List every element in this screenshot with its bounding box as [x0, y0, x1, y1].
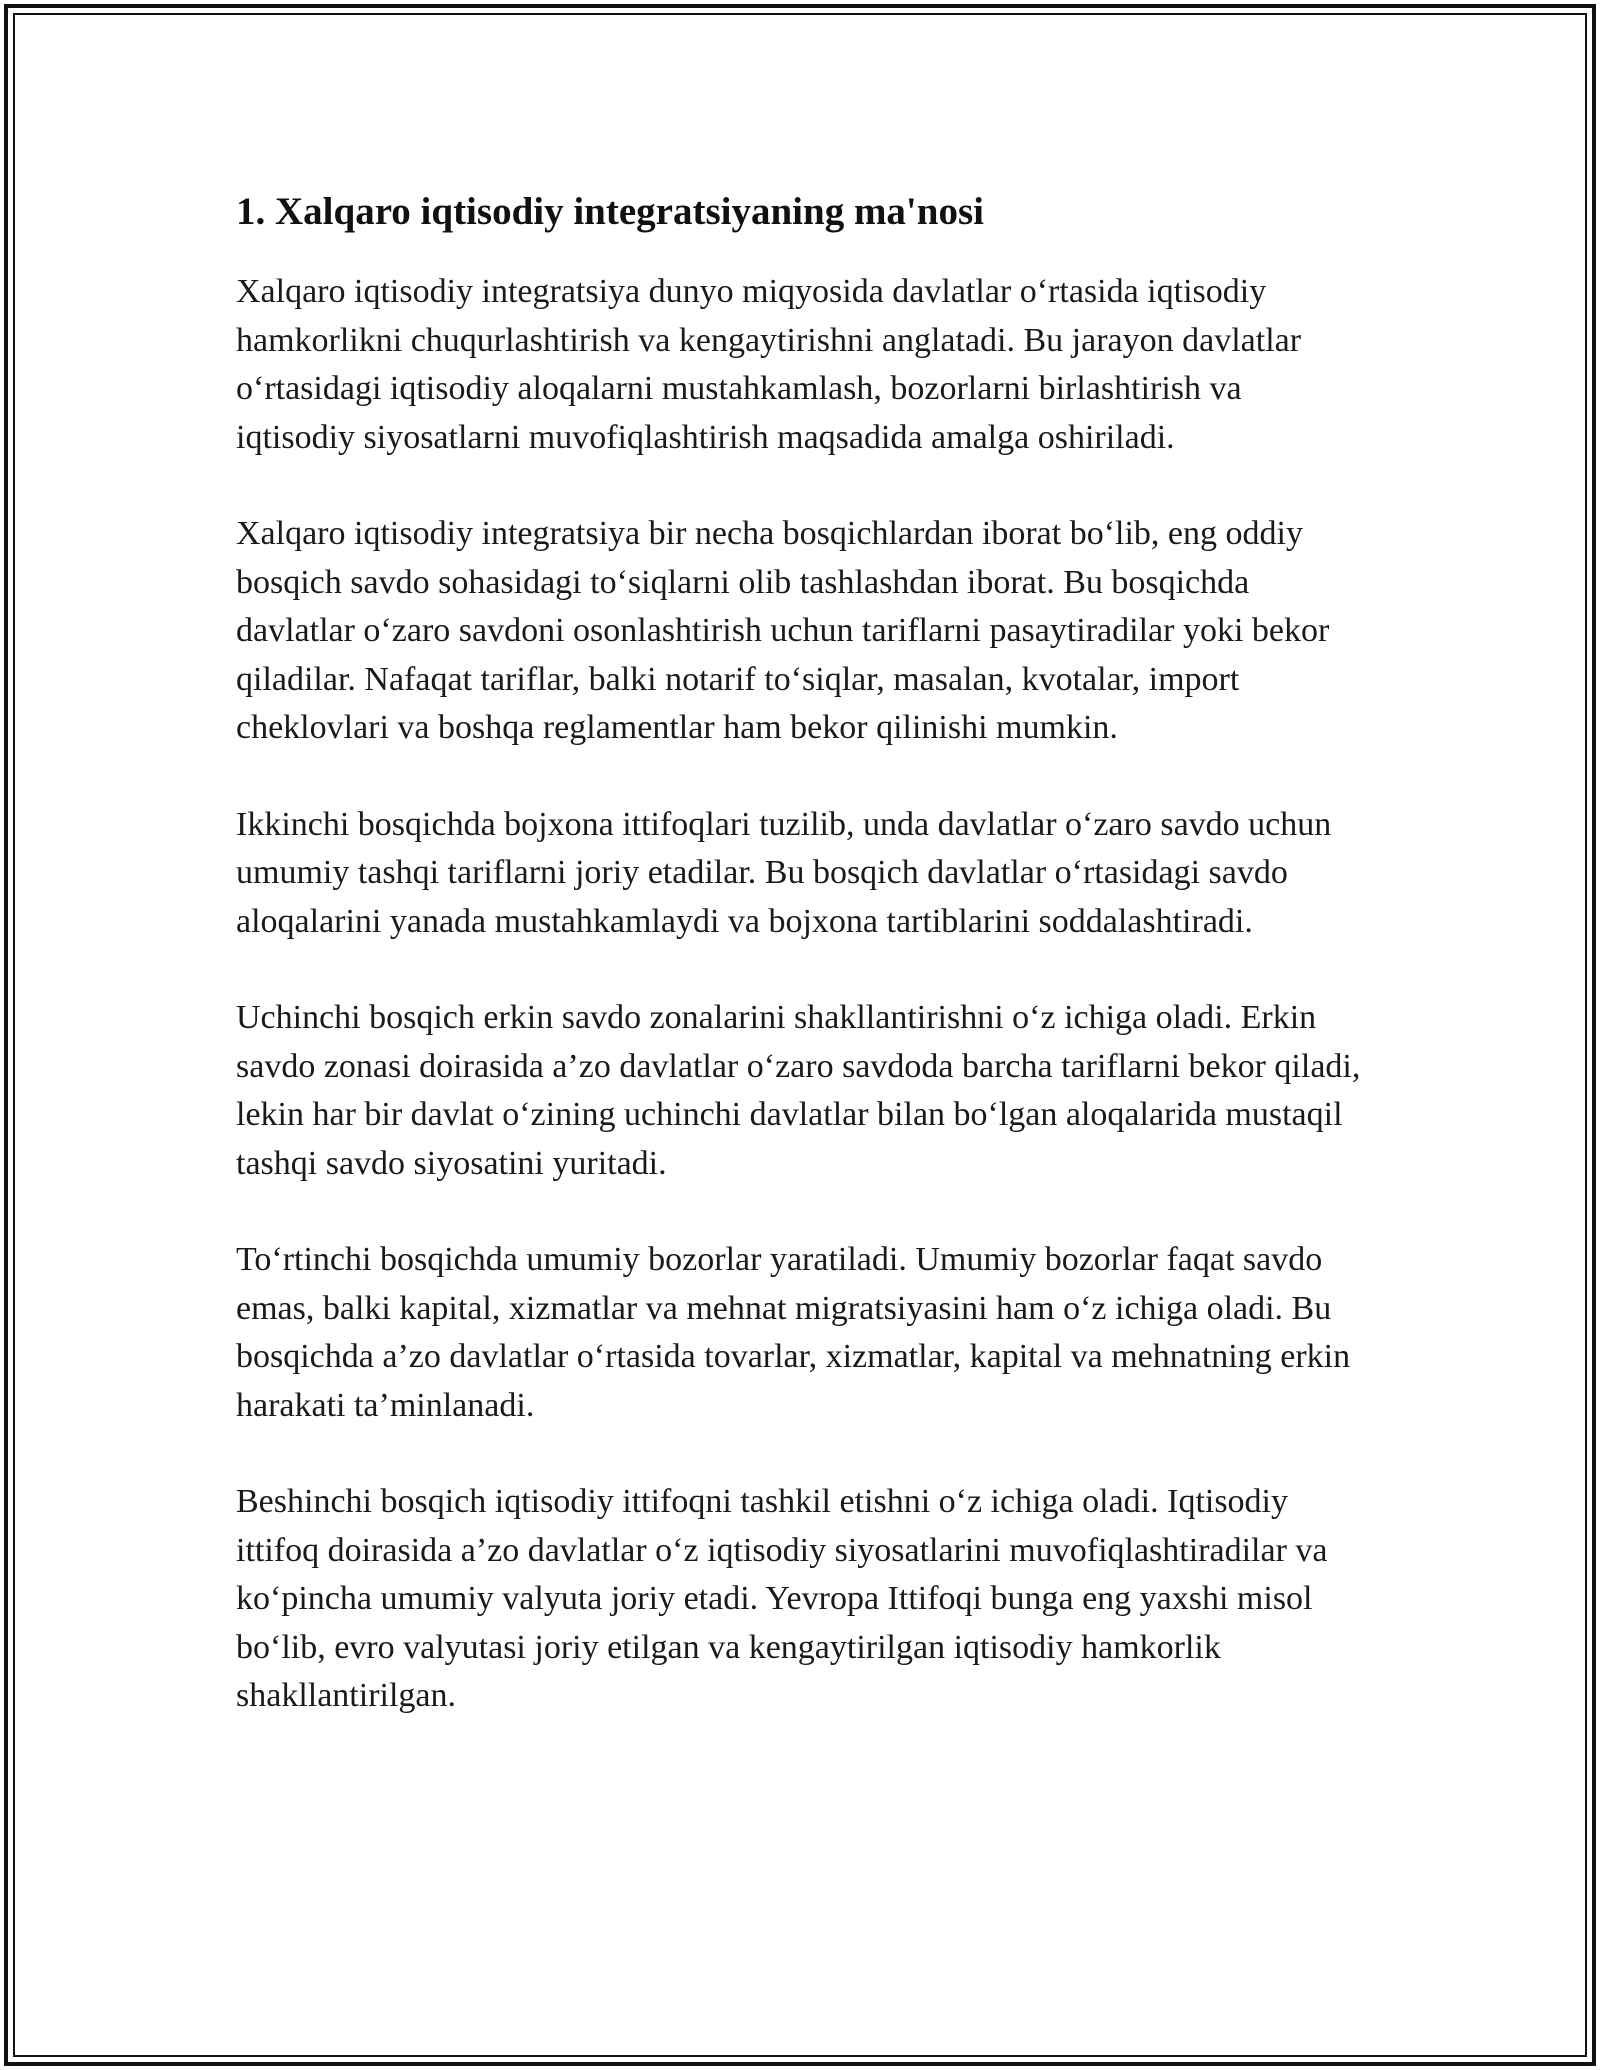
paragraph-stage-two: Ikkinchi bosqichda bojxona ittifoqlari tuzilib, unda davlatlar o‘zaro savdo uchun umumiy tashqi tariflarni joriy etadilar. Bu bosqich davlatlar o‘rtasidagi savdo aloqalarini yanada mustahkamlaydi va bojxona tartiblarini soddalashtiradi. [236, 805, 1332, 940]
paragraph-stage-three: Uchinchi bosqich erkin savdo zonalarini shakllantirishni o‘z ichiga oladi. Erkin savdo zonasi doirasida a’zo davlatlar o‘zaro savdoda barcha tariflarni bekor qiladi, lekin har bir davlat o‘zining uchinchi davlatlar bilan bo‘lgan aloqalarida mustaqil tashqi savdo siyosatini yuritadi. [236, 999, 1361, 1182]
paragraph-stage-four: To‘rtinchi bosqichda umumiy bozorlar yaratiladi. Umumiy bozorlar faqat savdo emas, balki kapital, xizmatlar va mehnat migratsiyasini ham o‘z ichiga oladi. Bu bosqichda a’zo davlatlar o‘rtasida tovarlar, xizmatlar, kapital va mehnatning erkin harakati ta’minlanadi. [236, 1241, 1351, 1424]
paragraph-stage-one: Xalqaro iqtisodiy integratsiya bir necha bosqichlardan iborat bo‘lib, eng oddiy bosqich savdo sohasidagi to‘siqlarni olib tashlashdan iborat. Bu bosqichda davlatlar o‘zaro savdoni osonlashtirish uchun tariflarni pasaytiradilar yoki bekor qiladilar. Nafaqat tariflar, balki notarif to‘siqlar, masalan, kvotalar, import cheklovlari va boshqa reglamentlar ham bekor qilinishi mumkin. [236, 515, 1330, 746]
paragraph-definition: Xalqaro iqtisodiy integratsiya dunyo miqyosida davlatlar o‘rtasida iqtisodiy hamkorlikni chuqurlashtirish va kengaytirishni anglatadi. Bu jarayon davlatlar o‘rtasidagi iqtisodiy aloqalarni mustahkamlash, bozorlarni birlashtirish va iqtisodiy siyosatlarni muvofiqlashtirish maqsadida amalga oshiriladi. [236, 273, 1302, 456]
section-heading: 1. Xalqaro iqtisodiy integratsiyaning ma'nosi [236, 190, 984, 233]
paragraph-stage-five: Beshinchi bosqich iqtisodiy ittifoqni tashkil etishni o‘z ichiga oladi. Iqtisodiy ittifoq doirasida a’zo davlatlar o‘z iqtisodiy siyosatlarini muvofiqlashtiradilar va ko‘pincha umumiy valyuta joriy etadi. Yevropa Ittifoqi bunga eng yaxshi misol bo‘lib, evro valyutasi joriy etilgan va kengaytirilgan iqtisodiy hamkorlik shakllantirilgan. [236, 1483, 1328, 1714]
document-body [236, 188, 1364, 1769]
